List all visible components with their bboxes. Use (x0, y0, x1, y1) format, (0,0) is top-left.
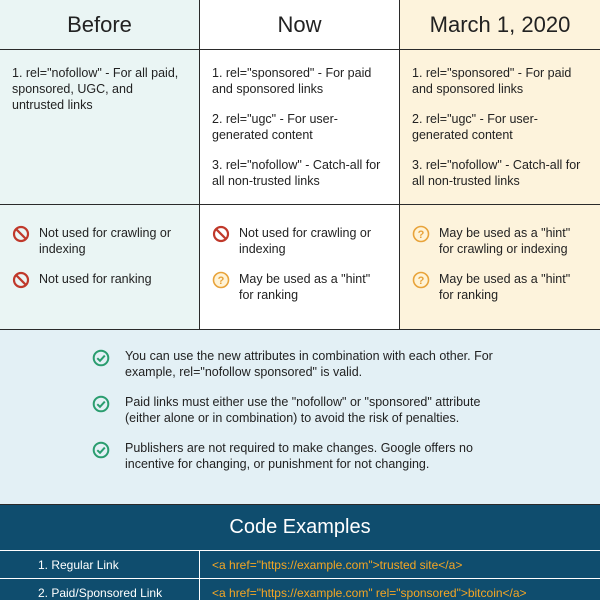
usage-text: Not used for crawling or indexing (239, 226, 372, 256)
header-before: Before (0, 0, 200, 50)
code-examples-title: Code Examples (0, 505, 600, 550)
note-item (92, 394, 512, 426)
check-icon (92, 441, 110, 459)
code-example-row (0, 578, 600, 600)
check-icon (92, 349, 110, 367)
svg-text:?: ? (417, 275, 425, 287)
attribute-item: 2. rel="ugc" - For user-generated content (212, 112, 338, 142)
header-now: Now (200, 0, 400, 50)
usage-item (212, 271, 387, 303)
attributes-now (200, 50, 400, 205)
usage-item (412, 225, 588, 257)
note-item (92, 348, 512, 380)
question-icon (212, 271, 230, 289)
notes-section (0, 330, 600, 505)
usage-item (212, 225, 387, 257)
usage-text: May be used as a "hint" for crawling or indexing (439, 226, 571, 256)
usage-item (12, 225, 187, 257)
attribute-item: 3. rel="nofollow" - Catch-all for all non-trusted links (212, 158, 381, 188)
attribute-item: 3. rel="nofollow" - Catch-all for all non-trusted links (412, 158, 581, 188)
svg-text:?: ? (217, 275, 225, 287)
note-text: You can use the new attributes in combination with each other. For example, rel="nofollow sponsored" is valid. (125, 349, 493, 379)
attribute-item: 1. rel="nofollow" - For all paid, sponsored, UGC, and untrusted links (12, 66, 179, 112)
question-icon (412, 225, 430, 243)
header-march: March 1, 2020 (400, 0, 600, 50)
usage-text: Not used for ranking (39, 272, 152, 286)
question-icon (412, 271, 430, 289)
usage-row (0, 205, 600, 330)
no-icon (12, 271, 30, 289)
svg-text:?: ? (417, 229, 425, 241)
code-example-code: <a href="https://example.com">trusted site</a> (200, 551, 600, 578)
usage-text: May be used as a "hint" for ranking (439, 272, 571, 302)
no-icon (12, 225, 30, 243)
note-text: Paid links must either use the "nofollow" or "sponsored" attribute (either alone or in combination) to avoid the risk of penalties. (125, 395, 481, 425)
usage-now (200, 205, 400, 330)
usage-before (0, 205, 200, 330)
column-headers (0, 0, 600, 50)
attribute-item: 1. rel="sponsored" - For paid and sponsored links (212, 66, 372, 96)
no-icon (212, 225, 230, 243)
attributes-row (0, 50, 600, 205)
attribute-item: 2. rel="ugc" - For user-generated content (412, 112, 538, 142)
usage-march (400, 205, 600, 330)
note-item (92, 440, 512, 472)
code-example-row (0, 550, 600, 578)
attribute-item: 1. rel="sponsored" - For paid and sponsored links (412, 66, 572, 96)
code-example-label: 1. Regular Link (0, 551, 200, 578)
note-text: Publishers are not required to make changes. Google offers no incentive for changing, or punishment for not changing. (125, 441, 473, 471)
code-example-code: <a href="https://example.com" rel="sponsored">bitcoin</a> (200, 579, 600, 600)
attributes-march (400, 50, 600, 205)
check-icon (92, 395, 110, 413)
usage-text: May be used as a "hint" for ranking (239, 272, 371, 302)
code-example-label: 2. Paid/Sponsored Link (0, 579, 200, 600)
usage-item (412, 271, 588, 303)
attributes-before (0, 50, 200, 205)
usage-text: Not used for crawling or indexing (39, 226, 172, 256)
usage-item (12, 271, 187, 289)
